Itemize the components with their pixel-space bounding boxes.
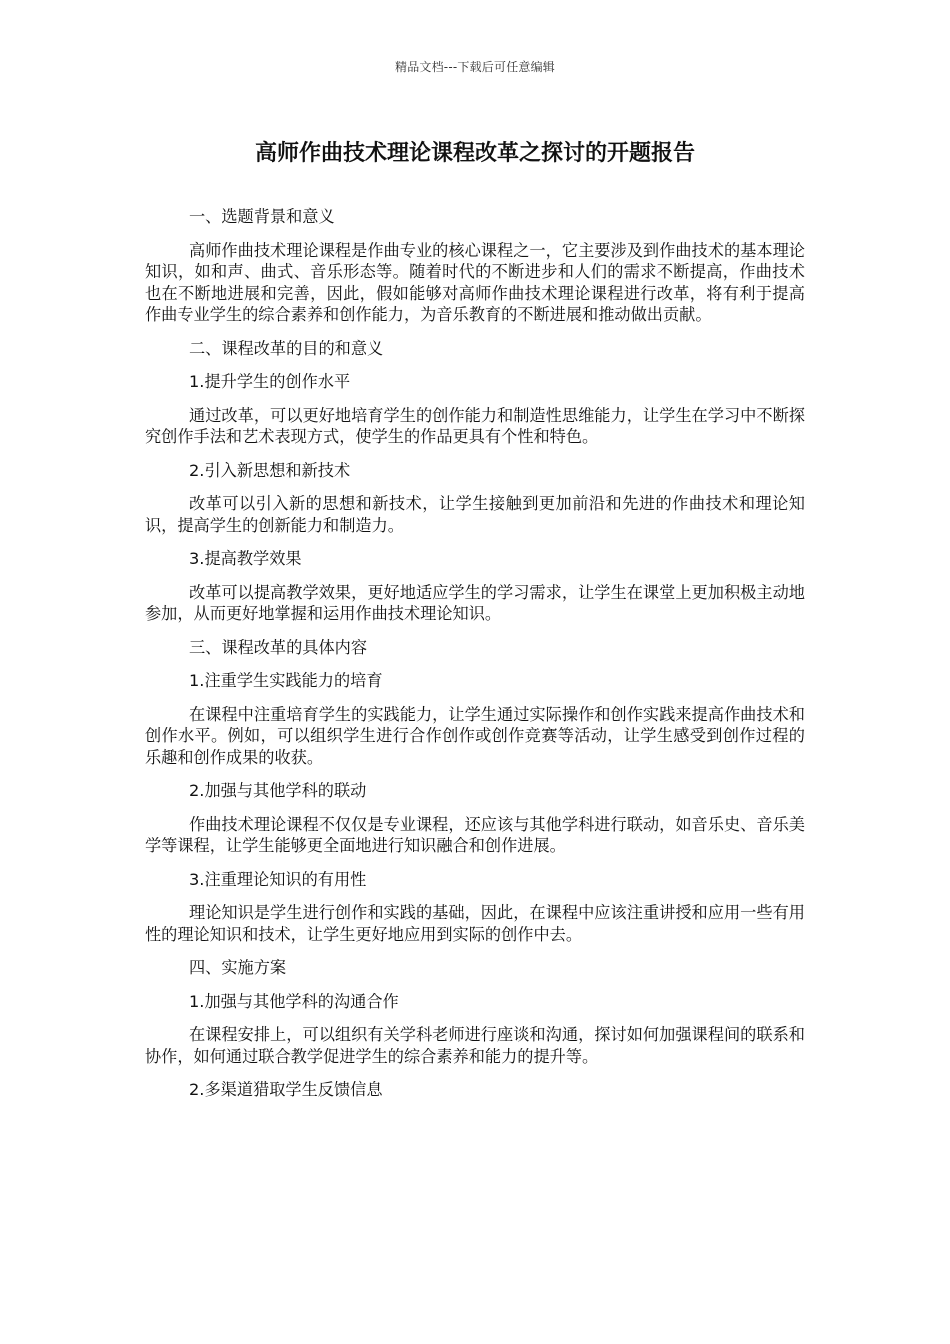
paragraph-theory-usefulness: 理论知识是学生进行创作和实践的基础，因此，在课程中应该注重讲授和应用一些有用性的理论知识和技术，让学生更好地应用到实际的创作中去。	[145, 903, 805, 944]
document-body	[145, 206, 805, 1113]
subheading-cooperation: 1.加强与其他学科的沟通合作	[189, 991, 399, 1011]
subheading-practice: 1.注重学生实践能力的培育	[189, 671, 383, 690]
paragraph-cooperation: 在课程安排上，可以组织有关学科老师进行座谈和沟通，探讨如何加强课程间的联系和协作，如何通过联合教学促进学生的综合素养和能力的提升等。	[145, 1025, 805, 1066]
section-heading-implementation: 四、实施方案	[189, 958, 287, 977]
paragraph-practice: 在课程中注重培育学生的实践能力，让学生通过实际操作和创作实践来提高作曲技术和创作水平。例如，可以组织学生进行合作创作或创作竞赛等活动，让学生感受到创作过程的乐趣和创作成果的收获。	[145, 704, 805, 767]
paragraph-background: 高师作曲技术理论课程是作曲专业的核心课程之一，它主要涉及到作曲技术的基本理论知识，如和声、曲式、音乐形态等。随着时代的不断进步和人们的需求不断提高，作曲技术也在不断地进展和完善，因此，假如能够对高师作曲技术理论课程进行改革，将有利于提高作曲专业学生的综合素养和创作能力，为音乐教育的不断进展和推动做出贡献。	[145, 240, 805, 324]
subheading-new-ideas: 2.引入新思想和新技术	[189, 460, 351, 480]
subheading-linkage: 2.加强与其他学科的联动	[189, 781, 367, 800]
section-heading-purpose: 二、课程改革的目的和意义	[189, 338, 384, 358]
paragraph-creative-level: 通过改革，可以更好地培育学生的创作能力和制造性思维能力，让学生在学习中不断探究创作手法和艺术表现方式，使学生的作品更具有个性和特色。	[145, 405, 805, 446]
section-heading-content: 三、课程改革的具体内容	[189, 637, 368, 657]
subheading-theory-usefulness: 3.注重理论知识的有用性	[189, 869, 367, 889]
subheading-creative-level: 1.提升学生的创作水平	[189, 372, 351, 391]
page-header-note: 精品文档---下载后可任意编辑	[395, 60, 555, 74]
subheading-teaching-effect: 3.提高教学效果	[189, 549, 302, 568]
document-title: 高师作曲技术理论课程改革之探讨的开题报告	[254, 141, 695, 166]
subheading-feedback: 2.多渠道猎取学生反馈信息	[189, 1080, 383, 1099]
paragraph-new-ideas: 改革可以引入新的思想和新技术，让学生接触到更加前沿和先进的作曲技术和理论知识，提高学生的创新能力和制造力。	[145, 494, 805, 535]
paragraph-teaching-effect: 改革可以提高教学效果，更好地适应学生的学习需求，让学生在课堂上更加积极主动地参加，从而更好地掌握和运用作曲技术理论知识。	[145, 582, 805, 623]
paragraph-linkage: 作曲技术理论课程不仅仅是专业课程，还应该与其他学科进行联动，如音乐史、音乐美学等课程，让学生能够更全面地进行知识融合和创作进展。	[145, 814, 805, 855]
section-heading-background: 一、选题背景和意义	[189, 207, 335, 226]
